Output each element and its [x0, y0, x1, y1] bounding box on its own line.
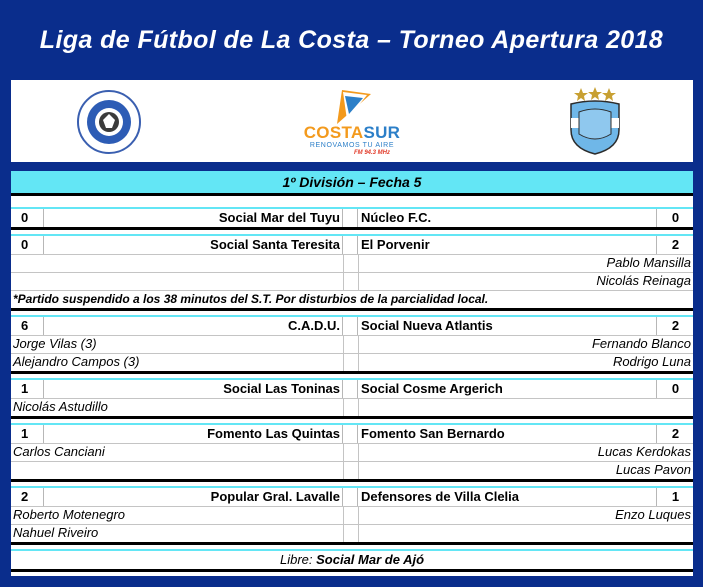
away-team: Social Cosme Argerich	[359, 380, 657, 398]
home-scorer: Nahuel Riveiro	[13, 525, 99, 540]
brand-costa: COSTA	[303, 123, 364, 142]
brand-slogan: RENOVAMOS TU AIRE	[309, 142, 395, 149]
away-scorer	[359, 524, 693, 542]
home-score: 6	[11, 317, 44, 335]
radio-sail-icon	[297, 86, 407, 126]
home-scorer	[11, 272, 343, 290]
home-score: 1	[11, 380, 44, 398]
match-row	[11, 425, 693, 443]
away-scorer: Enzo Luques	[615, 507, 691, 522]
libre-row	[11, 551, 693, 569]
away-scorer: Lucas Kerdokas	[597, 444, 691, 459]
home-score: 2	[11, 488, 44, 506]
match-row	[11, 236, 693, 254]
liga-logo	[77, 90, 141, 154]
match-row	[11, 488, 693, 506]
home-score: 1	[11, 425, 44, 443]
scorer-row	[11, 353, 693, 371]
costa-sur-logo	[297, 86, 407, 160]
division-header: 1º División – Fecha 5	[282, 174, 422, 190]
away-score: 2	[671, 426, 680, 441]
scorer-row	[11, 443, 693, 461]
scorer-row	[11, 506, 693, 524]
away-score: 2	[671, 237, 680, 252]
home-team: Social Mar del Tuyu	[45, 209, 343, 227]
home-scorer: Nicolás Astudillo	[13, 399, 108, 414]
brand-frequency: FM 94.3 MHz	[353, 150, 390, 156]
afa-crest	[567, 86, 623, 156]
match-row	[11, 317, 693, 335]
away-scorer	[359, 398, 693, 416]
scorer-row	[11, 335, 693, 353]
home-team: Fomento Las Quintas	[45, 425, 343, 443]
libre-team: Social Mar de Ajó	[316, 552, 425, 567]
home-score: 0	[11, 209, 44, 227]
home-score: 0	[11, 236, 44, 254]
away-scorer: Rodrigo Luna	[612, 354, 691, 369]
away-team: El Porvenir	[359, 236, 657, 254]
home-scorer	[11, 254, 343, 272]
home-scorer: Carlos Canciani	[13, 444, 105, 459]
match-row	[11, 209, 693, 227]
libre-label: Libre:	[279, 552, 313, 567]
away-score: 1	[671, 489, 680, 504]
away-scorer: Fernando Blanco	[591, 336, 691, 351]
away-score: 2	[671, 318, 680, 333]
home-scorer: Roberto Motenegro	[13, 507, 126, 522]
home-team: Popular Gral. Lavalle	[45, 488, 343, 506]
brand-sur: SUR	[363, 123, 401, 142]
scorer-row	[11, 524, 693, 542]
away-scorer: Pablo Mansilla	[606, 255, 691, 270]
match-note: *Partido suspendido a los 38 minutos del S.T. Por disturbios de la parcialidad local.	[13, 292, 489, 306]
logos-banner	[11, 80, 693, 162]
home-scorer	[11, 461, 343, 479]
away-scorer: Nicolás Reinaga	[596, 273, 691, 288]
home-team: Social Santa Teresita	[45, 236, 343, 254]
scorer-row	[11, 254, 693, 272]
away-team: Social Nueva Atlantis	[359, 317, 657, 335]
away-score: 0	[671, 381, 680, 396]
scorer-row	[11, 272, 693, 290]
home-team: Social Las Toninas	[45, 380, 343, 398]
away-team: Defensores de Villa Clelia	[359, 488, 657, 506]
away-score: 0	[671, 210, 680, 225]
home-scorer: Jorge Vilas (3)	[13, 336, 97, 351]
page-title: Liga de Fútbol de La Costa – Torneo Apertura 2018	[39, 25, 664, 54]
scorer-row	[11, 461, 693, 479]
away-scorer: Lucas Pavon	[615, 462, 691, 477]
home-team: C.A.D.U.	[45, 317, 343, 335]
scorer-row	[11, 398, 693, 416]
division-header-band	[11, 171, 693, 193]
away-team: Núcleo F.C.	[359, 209, 657, 227]
match-row	[11, 380, 693, 398]
home-scorer: Alejandro Campos (3)	[13, 354, 140, 369]
results-sheet	[11, 171, 693, 576]
away-team: Fomento San Bernardo	[359, 425, 657, 443]
